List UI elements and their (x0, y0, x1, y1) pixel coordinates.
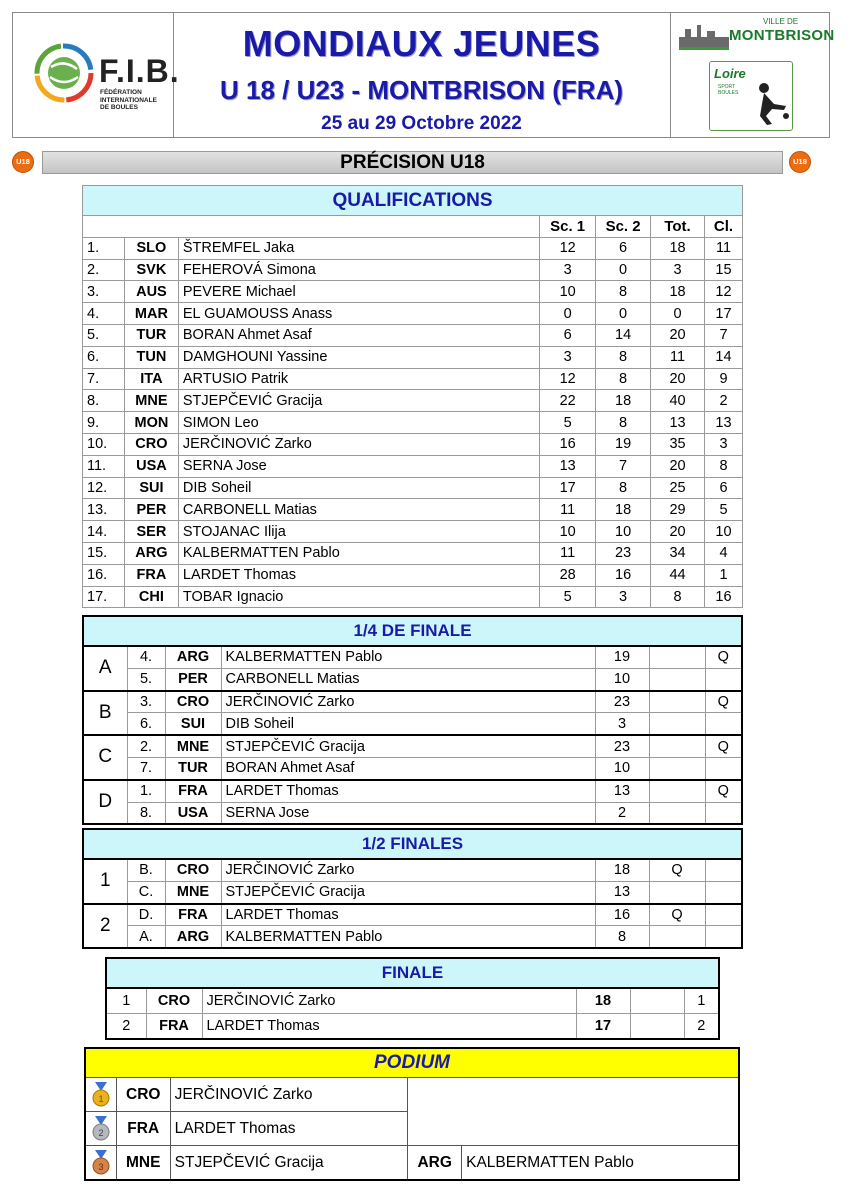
score-1: 5 (540, 412, 596, 434)
score-1: 0 (540, 303, 596, 325)
player-name: DIB Soheil (178, 477, 539, 499)
match-row (83, 780, 742, 802)
empty-cell (649, 780, 705, 802)
score-2: 18 (596, 499, 651, 521)
player-name: JERČINOVIĆ Zarko (221, 691, 595, 713)
score: 13 (595, 780, 649, 802)
player-name: BORAN Ahmet Asaf (221, 757, 595, 779)
qualified-mark: Q (705, 646, 742, 668)
fib-logo-block (13, 13, 180, 137)
empty-cell (649, 668, 705, 690)
qualifications-table (82, 185, 743, 608)
score-total: 29 (651, 499, 705, 521)
qualifications-header-row (83, 216, 743, 238)
score-1: 11 (540, 542, 596, 564)
player-name: STOJANAC Ilija (178, 521, 539, 543)
country-code: CRO (124, 433, 178, 455)
table-row (83, 521, 743, 543)
row-number: 1. (83, 237, 125, 259)
score: 23 (595, 735, 649, 757)
section-title: PRÉCISION U18 (42, 151, 783, 174)
score-1: 3 (540, 346, 596, 368)
score-1: 10 (540, 521, 596, 543)
country-code: FRA (165, 780, 221, 802)
player-name: PEVERE Michael (178, 281, 539, 303)
row-number: 5. (83, 324, 125, 346)
final-row (106, 988, 719, 1014)
score-2: 18 (596, 390, 651, 412)
empty-cell (630, 1014, 684, 1040)
group-label: 2 (83, 904, 127, 949)
score-total: 20 (651, 521, 705, 543)
score-total: 11 (651, 346, 705, 368)
rank: 6 (704, 477, 742, 499)
score-total: 44 (651, 564, 705, 586)
rank: 17 (704, 303, 742, 325)
match-row (83, 926, 742, 948)
bronze-medal-icon (85, 1146, 116, 1181)
match-row (83, 691, 742, 713)
player-name: ARTUSIO Patrik (178, 368, 539, 390)
player-name: DIB Soheil (221, 713, 595, 735)
table-row (83, 324, 743, 346)
score-1: 13 (540, 455, 596, 477)
qualified-mark: Q (649, 859, 705, 881)
table-row (83, 346, 743, 368)
table-row (83, 564, 743, 586)
table-row (83, 433, 743, 455)
empty-cell (649, 646, 705, 668)
score: 18 (595, 859, 649, 881)
rank: 13 (704, 412, 742, 434)
player-name: CARBONELL Matias (178, 499, 539, 521)
svg-text:1: 1 (98, 1093, 104, 1104)
player-name: LARDET Thomas (202, 1014, 576, 1040)
semi-finals-table (82, 828, 743, 949)
rank: 16 (704, 586, 742, 608)
page-subtitle: U 18 / U23 - MONTBRISON (FRA) (219, 75, 624, 105)
country-code: CRO (165, 691, 221, 713)
sponsor-logos (670, 13, 835, 137)
seed: 8. (127, 802, 165, 824)
country-code: CRO (165, 859, 221, 881)
country-code: ARG (165, 926, 221, 948)
qualified-mark (705, 668, 742, 690)
svg-text:3: 3 (98, 1161, 104, 1172)
row-number: 1 (106, 988, 146, 1014)
match-row (83, 646, 742, 668)
col-header-rank: Cl. (704, 216, 742, 238)
country-code: FRA (165, 904, 221, 926)
player-name: STJEPČEVIĆ Gracija (221, 881, 595, 903)
col-header-sc2: Sc. 2 (596, 216, 651, 238)
row-number: 2. (83, 259, 125, 281)
match-row (83, 713, 742, 735)
score-total: 8 (651, 586, 705, 608)
table-row (83, 390, 743, 412)
rank: 4 (704, 542, 742, 564)
country-code: FRA (124, 564, 178, 586)
country-code: SLO (124, 237, 178, 259)
empty-cell (649, 757, 705, 779)
score-total: 34 (651, 542, 705, 564)
player-name: BORAN Ahmet Asaf (178, 324, 539, 346)
table-row (83, 499, 743, 521)
score-total: 0 (651, 303, 705, 325)
table-row (83, 368, 743, 390)
table-row (83, 542, 743, 564)
seed: 5. (127, 668, 165, 690)
score-1: 28 (540, 564, 596, 586)
row-number: 2 (106, 1014, 146, 1040)
podium-silver-code: FRA (116, 1112, 170, 1146)
score-total: 13 (651, 412, 705, 434)
rank: 8 (704, 455, 742, 477)
country-code: TUN (124, 346, 178, 368)
podium-empty-cell (408, 1078, 739, 1146)
match-row (83, 904, 742, 926)
table-row (83, 455, 743, 477)
player-name: ŠTREMFEL Jaka (178, 237, 539, 259)
rank: 7 (704, 324, 742, 346)
empty-cell (649, 691, 705, 713)
match-row (83, 735, 742, 757)
rank: 11 (704, 237, 742, 259)
country-code: ARG (124, 542, 178, 564)
score-1: 12 (540, 237, 596, 259)
seed: A. (127, 926, 165, 948)
seed: 7. (127, 757, 165, 779)
score-total: 3 (651, 259, 705, 281)
match-row (83, 881, 742, 903)
rank: 12 (704, 281, 742, 303)
seed: 6. (127, 713, 165, 735)
score: 10 (595, 757, 649, 779)
podium-row-gold (85, 1078, 739, 1112)
seed: 4. (127, 646, 165, 668)
qualified-mark (705, 802, 742, 824)
score-1: 6 (540, 324, 596, 346)
seed: D. (127, 904, 165, 926)
player-name: KALBERMATTEN Pablo (221, 646, 595, 668)
score: 18 (576, 988, 630, 1014)
score-total: 20 (651, 455, 705, 477)
score-total: 20 (651, 324, 705, 346)
country-code: USA (165, 802, 221, 824)
score-2: 3 (596, 586, 651, 608)
rank: 14 (704, 346, 742, 368)
player-name: SERNA Jose (178, 455, 539, 477)
group-label: B (83, 691, 127, 736)
score-total: 40 (651, 390, 705, 412)
qualified-mark (649, 881, 705, 903)
player-name: LARDET Thomas (221, 780, 595, 802)
document-header (12, 12, 835, 138)
country-code: SER (124, 521, 178, 543)
empty-cell (649, 802, 705, 824)
empty-cell (705, 904, 742, 926)
empty-cell (705, 859, 742, 881)
rank: 9 (704, 368, 742, 390)
score-1: 16 (540, 433, 596, 455)
country-code: MON (124, 412, 178, 434)
loire-sport-boules-logo: Loire SPORT BOULES (709, 61, 793, 131)
qualified-mark (649, 926, 705, 948)
seed: C. (127, 881, 165, 903)
score: 8 (595, 926, 649, 948)
table-row (83, 281, 743, 303)
country-code: ITA (124, 368, 178, 390)
podium-bronze-name-1: STJEPČEVIĆ Gracija (170, 1146, 408, 1181)
row-number: 16. (83, 564, 125, 586)
podium-table (84, 1047, 740, 1181)
group-label: 1 (83, 859, 127, 904)
score-2: 16 (596, 564, 651, 586)
score-1: 11 (540, 499, 596, 521)
score: 2 (595, 802, 649, 824)
country-code: USA (124, 455, 178, 477)
row-number: 13. (83, 499, 125, 521)
score-2: 14 (596, 324, 651, 346)
country-code: PER (165, 668, 221, 690)
player-name: JERČINOVIĆ Zarko (202, 988, 576, 1014)
match-row (83, 859, 742, 881)
row-number: 9. (83, 412, 125, 434)
row-number: 15. (83, 542, 125, 564)
score: 16 (595, 904, 649, 926)
semi-finals-title: 1/2 FINALES (83, 829, 742, 859)
col-header-sc1: Sc. 1 (540, 216, 596, 238)
gold-medal-icon (85, 1078, 116, 1112)
score-2: 23 (596, 542, 651, 564)
podium-bronze-code-1: MNE (116, 1146, 170, 1181)
country-code: ARG (165, 646, 221, 668)
podium-silver-name: LARDET Thomas (170, 1112, 408, 1146)
score-total: 18 (651, 237, 705, 259)
player-name: KALBERMATTEN Pablo (178, 542, 539, 564)
empty-cell (649, 713, 705, 735)
player-name: SERNA Jose (221, 802, 595, 824)
score-1: 3 (540, 259, 596, 281)
qualified-mark: Q (705, 780, 742, 802)
score-1: 22 (540, 390, 596, 412)
table-row (83, 303, 743, 325)
score: 10 (595, 668, 649, 690)
seed: 2. (127, 735, 165, 757)
row-number: 8. (83, 390, 125, 412)
empty-cell (630, 988, 684, 1014)
final-table (105, 957, 720, 1040)
fib-fullname: FÉDÉRATION INTERNATIONALE DE BOULES (100, 89, 157, 111)
rank: 2 (684, 1014, 719, 1040)
score-2: 8 (596, 281, 651, 303)
rank: 1 (704, 564, 742, 586)
page-title: MONDIAUX JEUNES (242, 23, 601, 64)
podium-gold-code: CRO (116, 1078, 170, 1112)
event-title-block (173, 13, 670, 137)
rank: 3 (704, 433, 742, 455)
group-label: C (83, 735, 127, 780)
col-header-total: Tot. (651, 216, 705, 238)
qualified-mark: Q (649, 904, 705, 926)
city-name: MONTBRISON (729, 27, 835, 44)
player-name: STJEPČEVIĆ Gracija (178, 390, 539, 412)
row-number: 14. (83, 521, 125, 543)
podium-gold-name: JERČINOVIĆ Zarko (170, 1078, 408, 1112)
seed: 1. (127, 780, 165, 802)
empty-cell (705, 926, 742, 948)
bowler-icon (750, 80, 790, 126)
score-total: 25 (651, 477, 705, 499)
score-2: 0 (596, 259, 651, 281)
player-name: FEHEROVÁ Simona (178, 259, 539, 281)
country-code: CRO (146, 988, 202, 1014)
qualifications-title: QUALIFICATIONS (83, 186, 743, 216)
score-total: 18 (651, 281, 705, 303)
final-title: FINALE (106, 958, 719, 988)
match-row (83, 668, 742, 690)
score-2: 8 (596, 368, 651, 390)
country-code: MAR (124, 303, 178, 325)
player-name: DAMGHOUNI Yassine (178, 346, 539, 368)
final-row (106, 1014, 719, 1040)
row-number: 6. (83, 346, 125, 368)
podium-title: PODIUM (85, 1048, 739, 1078)
country-code: CHI (124, 586, 178, 608)
player-name: SIMON Leo (178, 412, 539, 434)
country-code: SUI (124, 477, 178, 499)
score-1: 17 (540, 477, 596, 499)
player-name: CARBONELL Matias (221, 668, 595, 690)
score-2: 8 (596, 412, 651, 434)
rank: 1 (684, 988, 719, 1014)
score-2: 8 (596, 477, 651, 499)
score-total: 35 (651, 433, 705, 455)
country-code: TUR (124, 324, 178, 346)
table-row (83, 412, 743, 434)
table-row (83, 477, 743, 499)
city-prefix: VILLE DE (763, 17, 799, 26)
match-row (83, 802, 742, 824)
country-code: TUR (165, 757, 221, 779)
rank: 2 (704, 390, 742, 412)
row-number: 7. (83, 368, 125, 390)
group-label: A (83, 646, 127, 691)
match-row (83, 757, 742, 779)
country-code: AUS (124, 281, 178, 303)
country-code: MNE (124, 390, 178, 412)
player-name: JERČINOVIĆ Zarko (178, 433, 539, 455)
rank: 5 (704, 499, 742, 521)
event-dates: 25 au 29 Octobre 2022 (321, 113, 522, 134)
score-2: 7 (596, 455, 651, 477)
qualified-mark (705, 757, 742, 779)
score-1: 5 (540, 586, 596, 608)
score: 3 (595, 713, 649, 735)
player-name: EL GUAMOUSS Anass (178, 303, 539, 325)
empty-cell (705, 881, 742, 903)
fib-logo-icon (33, 37, 95, 109)
score-2: 6 (596, 237, 651, 259)
score: 23 (595, 691, 649, 713)
player-name: LARDET Thomas (178, 564, 539, 586)
podium-row-bronze (85, 1146, 739, 1181)
qualified-mark: Q (705, 735, 742, 757)
score-1: 12 (540, 368, 596, 390)
table-row (83, 586, 743, 608)
country-code: MNE (165, 735, 221, 757)
u18-badge-left: U18 (12, 151, 34, 173)
u18-badge-right: U18 (789, 151, 811, 173)
fib-acronym: F.I.B. (99, 53, 180, 89)
score-2: 8 (596, 346, 651, 368)
row-number: 3. (83, 281, 125, 303)
quarter-finals-title: 1/4 DE FINALE (83, 616, 742, 646)
podium-bronze-name-2: KALBERMATTEN Pablo (462, 1146, 739, 1181)
seed: B. (127, 859, 165, 881)
score: 13 (595, 881, 649, 903)
rank: 15 (704, 259, 742, 281)
score-total: 20 (651, 368, 705, 390)
score-2: 19 (596, 433, 651, 455)
player-name: TOBAR Ignacio (178, 586, 539, 608)
score: 17 (576, 1014, 630, 1040)
country-code: MNE (165, 881, 221, 903)
podium-bronze-code-2: ARG (408, 1146, 462, 1181)
table-row (83, 259, 743, 281)
country-code: SVK (124, 259, 178, 281)
score: 19 (595, 646, 649, 668)
score-1: 10 (540, 281, 596, 303)
silver-medal-icon (85, 1112, 116, 1146)
group-label: D (83, 780, 127, 825)
row-number: 17. (83, 586, 125, 608)
country-code: SUI (165, 713, 221, 735)
country-code: PER (124, 499, 178, 521)
seed: 3. (127, 691, 165, 713)
row-number: 11. (83, 455, 125, 477)
quarter-finals-table (82, 615, 743, 825)
row-number: 10. (83, 433, 125, 455)
player-name: KALBERMATTEN Pablo (221, 926, 595, 948)
score-2: 10 (596, 521, 651, 543)
qualified-mark (705, 713, 742, 735)
rank: 10 (704, 521, 742, 543)
score-2: 0 (596, 303, 651, 325)
player-name: JERČINOVIĆ Zarko (221, 859, 595, 881)
row-number: 12. (83, 477, 125, 499)
player-name: STJEPČEVIĆ Gracija (221, 735, 595, 757)
qualified-mark: Q (705, 691, 742, 713)
table-row (83, 237, 743, 259)
country-code: FRA (146, 1014, 202, 1040)
empty-cell (649, 735, 705, 757)
player-name: LARDET Thomas (221, 904, 595, 926)
svg-text:2: 2 (98, 1127, 104, 1138)
row-number: 4. (83, 303, 125, 325)
